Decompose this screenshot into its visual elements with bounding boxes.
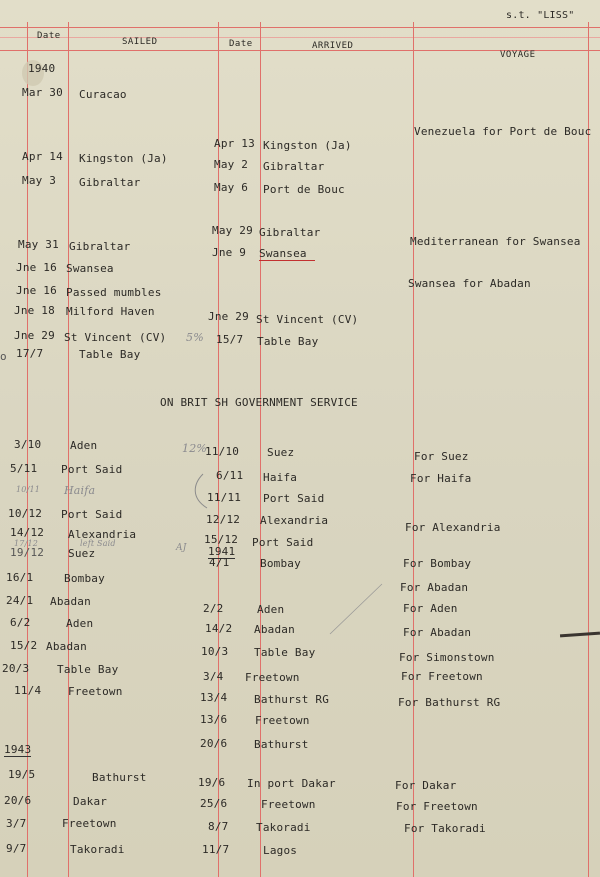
arrived-date: 6/11 <box>216 469 244 482</box>
arrived-date: 2/2 <box>203 602 224 615</box>
sailed-date: 5/11 <box>10 462 38 475</box>
arrived-date: May 2 <box>214 158 249 171</box>
arrived-date: May 6 <box>214 181 249 194</box>
sailed-place: Bombay <box>64 572 105 585</box>
sailed-date: May 3 <box>22 174 57 187</box>
arrived-place: Lagos <box>263 844 298 857</box>
header-date-sailed: Date <box>37 31 61 41</box>
voyage-entry: Venezuela for Port de Bouc <box>414 125 592 138</box>
margin-note: 5% <box>186 331 204 344</box>
top-rule <box>0 27 600 28</box>
sailed-place: Port Said <box>61 508 123 521</box>
voyage-entry: For Abadan <box>403 626 472 639</box>
handwritten-place: Haifa <box>64 484 96 497</box>
sailed-place: Suez <box>68 547 96 560</box>
sailed-place: St Vincent (CV) <box>64 331 167 344</box>
handwritten-date: 17/12 <box>14 539 39 548</box>
arrived-place: Bathurst <box>254 738 309 751</box>
arrived-place: Freetown <box>255 714 310 727</box>
voyage-entry: For Freetown <box>396 800 478 813</box>
sailed-date: Mar 30 <box>22 86 63 99</box>
arrived-date: 13/6 <box>200 713 228 726</box>
arrived-date: 20/6 <box>200 737 228 750</box>
arrived-place: Table Bay <box>254 646 316 659</box>
arrived-place: Gibraltar <box>259 226 321 239</box>
arrived-place: Kingston (Ja) <box>263 139 352 152</box>
arrived-date: 14/2 <box>205 622 233 635</box>
col-rule-date1-right <box>68 22 69 877</box>
sailed-place: Alexandria <box>68 528 137 541</box>
sailed-date: 11/4 <box>14 684 42 697</box>
arrived-place: Port Said <box>252 536 314 549</box>
arrived-place: Port Said <box>263 492 325 505</box>
sailed-place: Milford Haven <box>66 305 155 318</box>
margin-note: o <box>0 350 7 363</box>
pencil-bracket-mark <box>185 470 225 520</box>
sailed-date: 15/2 <box>10 639 38 652</box>
sailed-place: Curacao <box>79 88 127 101</box>
voyage-entry: For Suez <box>414 450 469 463</box>
arrived-date: 11/10 <box>205 445 240 458</box>
arrived-date: 4/1 <box>209 556 230 569</box>
arrived-place: Bombay <box>260 557 301 570</box>
sailed-date: 3/7 <box>6 817 27 830</box>
sailed-place: Kingston (Ja) <box>79 152 168 165</box>
margin-note: AJ <box>176 543 187 553</box>
arrived-place: Freetown <box>261 798 316 811</box>
sailed-place: Gibraltar <box>79 176 141 189</box>
year-label: 1943 <box>4 743 32 756</box>
header-voyage: VOYAGE <box>500 50 536 60</box>
sailed-date: 14/12 <box>10 526 45 539</box>
arrived-place: Table Bay <box>257 335 319 348</box>
arrived-date: 13/4 <box>200 691 228 704</box>
arrived-place: Port de Bouc <box>263 183 345 196</box>
sailed-place: Bathurst <box>92 771 147 784</box>
arrived-place: Swansea <box>259 247 315 261</box>
arrived-date: 3/4 <box>203 670 224 683</box>
sailed-place: Dakar <box>73 795 108 808</box>
voyage-entry: For Haifa <box>410 472 472 485</box>
arrived-date: 10/3 <box>201 645 229 658</box>
ship-label: s.t. "LISS" <box>506 10 575 21</box>
arrived-date: 15/7 <box>216 333 244 346</box>
arrived-date: May 29 <box>212 224 253 237</box>
arrived-year: 1941 <box>208 545 236 558</box>
arrived-place: In port Dakar <box>247 777 336 790</box>
arrived-date: 8/7 <box>208 820 229 833</box>
header-arrived: ARRIVED <box>312 41 354 51</box>
handwritten-date: 10/11 <box>16 485 41 494</box>
arrived-place: Aden <box>257 603 285 616</box>
voyage-entry: For Bathurst RG <box>398 696 501 709</box>
sailed-place: Aden <box>66 617 94 630</box>
sailed-date: 10/12 <box>8 507 43 520</box>
arrived-place: Bathurst RG <box>254 693 330 706</box>
col-rule-voyage-right <box>588 22 589 877</box>
sailed-date: 17/7 <box>16 347 44 360</box>
sailed-place: Table Bay <box>79 348 141 361</box>
voyage-entry: For Takoradi <box>404 822 486 835</box>
sailed-date: 6/2 <box>10 616 31 629</box>
voyage-entry: For Aden <box>403 602 458 615</box>
sailed-date: 19/5 <box>8 768 36 781</box>
arrived-place: Suez <box>267 446 295 459</box>
sailed-place: Passed mumbles <box>66 286 162 299</box>
sailed-place: Table Bay <box>57 663 119 676</box>
voyage-entry: Mediterranean for Swansea <box>410 235 581 248</box>
voyage-entry: For Abadan <box>400 581 469 594</box>
arrived-date: Jne 9 <box>212 246 247 259</box>
voyage-entry: Swansea for Abadan <box>408 277 531 290</box>
arrived-place: St Vincent (CV) <box>256 313 359 326</box>
sailed-place: Freetown <box>62 817 117 830</box>
voyage-entry: For Alexandria <box>405 521 501 534</box>
arrived-place: Alexandria <box>260 514 329 527</box>
sailed-date: 20/3 <box>2 662 30 675</box>
year-label: 1940 <box>28 62 56 75</box>
sailed-date: Jne 16 <box>16 261 57 274</box>
sailed-date: 20/6 <box>4 794 32 807</box>
arrived-date: 19/6 <box>198 776 226 789</box>
sailed-place: Port Said <box>61 463 123 476</box>
arrived-date: 11/11 <box>207 491 242 504</box>
header-rule <box>0 37 600 38</box>
arrived-date: 15/12 <box>204 533 239 546</box>
arrived-date: Jne 29 <box>208 310 249 323</box>
sailed-date: Jne 16 <box>16 284 57 297</box>
sailed-date: May 31 <box>18 238 59 251</box>
arrived-place: Gibraltar <box>263 160 325 173</box>
sailed-place: Freetown <box>68 685 123 698</box>
sailed-place: Abadan <box>50 595 91 608</box>
arrived-place: Takoradi <box>256 821 311 834</box>
sailed-date: Apr 14 <box>22 150 63 163</box>
header-date-arrived: Date <box>229 39 253 49</box>
voyage-entry: For Freetown <box>401 670 483 683</box>
sailed-date: Jne 29 <box>14 329 55 342</box>
sailed-date: 24/1 <box>6 594 34 607</box>
pencil-diagonal-mark <box>322 580 392 640</box>
voyage-entry: For Bombay <box>403 557 472 570</box>
sailed-date: Jne 18 <box>14 304 55 317</box>
handwritten-note: left Said <box>80 539 116 548</box>
sailed-place: Swansea <box>66 262 114 275</box>
sailed-date: 16/1 <box>6 571 34 584</box>
paper-tear <box>560 632 600 638</box>
sailed-place: Abadan <box>46 640 87 653</box>
arrived-date: Apr 13 <box>214 137 255 150</box>
arrived-date: 11/7 <box>202 843 230 856</box>
sailed-place: Takoradi <box>70 843 125 856</box>
sailed-place: Aden <box>70 439 98 452</box>
voyage-entry: For Simonstown <box>399 651 495 664</box>
voyage-entry: For Dakar <box>395 779 457 792</box>
sailed-date: 19/12 <box>10 546 45 559</box>
section-title: ON BRIT SH GOVERNMENT SERVICE <box>160 396 358 409</box>
header-sailed: SAILED <box>122 37 158 47</box>
arrived-date: 25/6 <box>200 797 228 810</box>
arrived-place: Abadan <box>254 623 295 636</box>
arrived-place: Haifa <box>263 471 298 484</box>
arrived-date: 12/12 <box>206 513 241 526</box>
sailed-place: Gibraltar <box>69 240 131 253</box>
sailed-date: 3/10 <box>14 438 42 451</box>
margin-note: 12% <box>182 442 208 455</box>
arrived-place: Freetown <box>245 671 300 684</box>
sailed-date: 9/7 <box>6 842 27 855</box>
